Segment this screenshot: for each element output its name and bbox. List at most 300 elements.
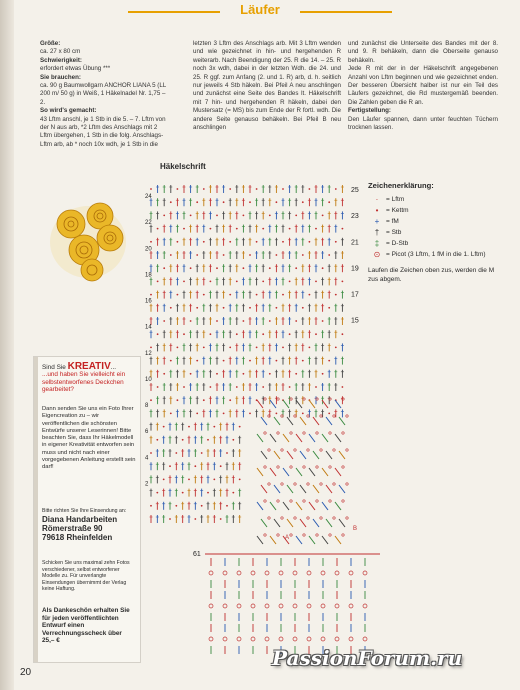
promo-body: Dann senden Sie uns ein Foto Ihrer Eigencreation zu – wir veröffentlichen die schönsten Entwürfe unserer Leserinnen! Bitte beachten Sie, dass Ihr Häkelmodell in eigener Kreativität entworfen sein muss und nicht nach einer vorgegebenen Anleitung erstellt sein darf! — [42, 406, 136, 471]
band-picot — [346, 483, 348, 485]
chain-dot — [232, 439, 234, 441]
chain-dot — [229, 188, 231, 190]
chain-dot — [203, 347, 205, 349]
chain-dot — [302, 307, 304, 309]
border-picot — [321, 604, 325, 608]
chain-dot — [249, 413, 251, 415]
band-picot — [294, 517, 296, 519]
band-picot — [333, 415, 335, 417]
band-stitch — [274, 519, 280, 527]
band-picot — [281, 449, 283, 451]
chain-dot — [243, 373, 245, 375]
border-picot — [307, 637, 311, 641]
chain-dot — [196, 307, 198, 309]
border-picot — [209, 604, 213, 608]
chain-dot — [302, 360, 304, 362]
band-stitch — [339, 519, 345, 527]
band-picot — [277, 466, 279, 468]
band-picot — [342, 534, 344, 536]
row-number-left: 22 — [145, 220, 152, 227]
band-stitch — [335, 434, 341, 442]
band-picot — [281, 517, 283, 519]
chain-dot — [226, 505, 228, 507]
chain-dot — [216, 320, 218, 322]
band-stitch — [261, 417, 267, 425]
band-picot — [316, 500, 318, 502]
band-stitch — [283, 434, 289, 442]
chain-dot — [196, 201, 198, 203]
chain-dot — [226, 452, 228, 454]
band-picot — [277, 432, 279, 434]
legend-item — [368, 216, 506, 227]
row-number-left: 24 — [145, 194, 152, 200]
finishing-heading: Fertigstellung: — [348, 107, 391, 115]
chain-dot — [328, 413, 330, 415]
kreativ-promo-box — [33, 356, 141, 663]
chain-dot — [322, 320, 324, 322]
chain-dot — [276, 201, 278, 203]
method-value: 43 Lftm anschl, je 1 Stb in die 5. – 7. Lftm von der N aus arb, *2 Lftm des Anschlags mit 2 Lftm übergehen, 1 Stb in die folg. Anschlags-Lftm arb, ab * noch 10x wdh, je 1 Stb in die — [40, 115, 166, 148]
legend-label: = Picot (3 Lftm, 1 fM in die 1. Lftm) — [386, 251, 486, 258]
chain-dot — [236, 333, 238, 335]
marker-a: A — [285, 535, 290, 541]
chain-dot — [188, 426, 190, 428]
band-picot — [329, 534, 331, 536]
row-number-right: 23 — [351, 213, 359, 221]
chain-dot — [276, 360, 278, 362]
chain-dot — [295, 215, 297, 217]
chain-dot — [216, 373, 218, 375]
chain-dot — [328, 360, 330, 362]
chain-dot — [282, 188, 284, 190]
band-stitch — [300, 485, 306, 493]
border-picot — [335, 604, 339, 608]
chain-dot — [207, 439, 209, 441]
band-stitch — [296, 434, 302, 442]
band-stitch — [339, 451, 345, 459]
chain-dot — [335, 294, 337, 296]
address-city: 79618 Rheinfelden — [42, 532, 113, 542]
band-picot — [290, 534, 292, 536]
band-picot — [264, 534, 266, 536]
border-picot — [293, 571, 297, 575]
band-stitch — [257, 536, 263, 544]
chain-dot — [156, 439, 158, 441]
legend-title: Zeichenerklärung: — [368, 181, 434, 190]
chain-dot — [157, 333, 159, 335]
band-stitch — [335, 536, 341, 544]
chain-dot — [203, 294, 205, 296]
chain-dot — [243, 267, 245, 269]
chain-dot — [157, 281, 159, 283]
band-picot — [277, 500, 279, 502]
finishing-value: Den Läufer spannen, dann unter feuchten Tüchern trocknen lassen. — [348, 115, 498, 132]
chain-dot — [213, 479, 215, 481]
border-picot — [363, 604, 367, 608]
band-picot — [268, 517, 270, 519]
band-picot — [303, 534, 305, 536]
row-number-right: 19 — [351, 265, 359, 273]
chain-dot — [213, 426, 215, 428]
chain-dot — [342, 228, 344, 230]
band-picot — [290, 466, 292, 468]
band-picot — [333, 483, 335, 485]
band-stitch — [339, 417, 345, 425]
chain-dot — [203, 399, 205, 401]
row-number-left: 6 — [145, 429, 149, 436]
method-heading: So wird's gemacht: — [40, 107, 97, 115]
chain-dot — [163, 267, 165, 269]
chain-dot — [302, 413, 304, 415]
band-picot — [268, 449, 270, 451]
band-picot — [307, 449, 309, 451]
chain-dot — [249, 254, 251, 256]
chain-dot — [183, 386, 185, 388]
chain-dot — [309, 241, 311, 243]
chain-dot — [177, 347, 179, 349]
band-stitch — [287, 451, 293, 459]
method-continued: letzten 3 Lftm des Anschlags arb. Mit 3 Lftm wenden und wie gezeichnet in hin- und hergehenden R weiterarb. Nach Beendigung der 25. R die 14. – 25. R noch 3x wdh, dabei in der letzten Wdh. die 24. und 25. R ggf. zum Anfang (2. und 1. R) arb, d. h. seitlich nur jeweils 4 Stb häkeln. Bei Pfeil A neu anschlingen und zunächst eine Seite des Bandes lt. Häkelschrift mit 7 hin- und hergehenden R häkeln, dabei den Mustersatz (= MS) bis zum Ende der R fortl. wdh. Die andere Seite genauso behäkeln. Bei Pfeil B neu anschlingen — [193, 40, 341, 132]
chain-dot — [150, 399, 152, 401]
band-stitch — [326, 485, 332, 493]
chain-dot — [256, 241, 258, 243]
band-picot — [316, 466, 318, 468]
band-stitch — [300, 519, 306, 527]
chain-dot — [150, 505, 152, 507]
band-stitch — [322, 536, 328, 544]
band-stitch — [309, 468, 315, 476]
chain-dot — [203, 188, 205, 190]
band-stitch — [313, 417, 319, 425]
instructions-column-3 — [348, 40, 498, 132]
difficulty-heading: Schwierigkeit: — [40, 56, 82, 64]
band-stitch — [274, 417, 280, 425]
page-title: Läufer — [240, 2, 280, 17]
band-stitch — [326, 417, 332, 425]
legend-note: Laufen die Zeichen oben zus, werden die M zus abgem. — [368, 267, 495, 283]
band-picot — [346, 449, 348, 451]
band-stitch — [326, 519, 332, 527]
chain-dot — [249, 307, 251, 309]
page-number: 20 — [20, 667, 32, 678]
legend-item — [368, 205, 506, 216]
band-stitch — [274, 451, 280, 459]
chain-dot — [282, 294, 284, 296]
chain-dot — [243, 320, 245, 322]
border-picot — [209, 637, 213, 641]
promo-headline — [42, 363, 136, 393]
border-picot — [349, 604, 353, 608]
chain-dot — [183, 333, 185, 335]
chain-dot — [188, 479, 190, 481]
border-picot — [363, 637, 367, 641]
band-stitch — [296, 468, 302, 476]
band-picot — [294, 483, 296, 485]
row-number-left: 12 — [145, 350, 152, 357]
band-picot — [342, 466, 344, 468]
crochet-chart — [145, 178, 363, 548]
border-picot — [335, 637, 339, 641]
method-continued-2: und zunächst die Unterseite des Bandes mit der 8. und 9. R behäkeln, dann die Oberseite genauso behäkeln. — [348, 40, 498, 64]
chain-dot — [223, 201, 225, 203]
band-picot — [307, 517, 309, 519]
chain-dot — [315, 333, 317, 335]
chain-dot — [269, 267, 271, 269]
chain-dot — [170, 201, 172, 203]
band-stitch — [313, 451, 319, 459]
chain-dot — [190, 267, 192, 269]
row-number-right: 25 — [351, 187, 359, 194]
chain-dot — [322, 373, 324, 375]
marker-b: B — [353, 526, 358, 532]
chain-dot — [163, 215, 165, 217]
band-stitch — [261, 451, 267, 459]
row-number-left: 10 — [145, 376, 152, 383]
chain-dot — [210, 386, 212, 388]
yellow-roses-image — [44, 192, 132, 288]
border-picot — [251, 637, 255, 641]
chain-dot — [156, 492, 158, 494]
chain-dot — [256, 188, 258, 190]
band-picot — [290, 432, 292, 434]
instructions-column-1 — [40, 40, 170, 149]
band-stitch — [322, 468, 328, 476]
border-picot — [265, 604, 269, 608]
chain-dot — [322, 215, 324, 217]
band-stitch — [322, 502, 328, 510]
band-picot — [320, 483, 322, 485]
border-picot — [293, 637, 297, 641]
chain-dot — [282, 347, 284, 349]
band-picot — [264, 432, 266, 434]
chain-dot — [302, 201, 304, 203]
chain-dot — [190, 373, 192, 375]
band-stitch — [300, 417, 306, 425]
band-picot — [268, 483, 270, 485]
chain-dot — [239, 479, 241, 481]
chain-dot — [232, 492, 234, 494]
band-stitch — [322, 434, 328, 442]
chain-dot — [229, 399, 231, 401]
band-picot — [346, 517, 348, 519]
watermark-logo: PassionForum.ru — [272, 646, 463, 670]
chain-dot — [249, 360, 251, 362]
border-picot — [223, 604, 227, 608]
chain-dot — [223, 413, 225, 415]
chain-dot — [163, 479, 165, 481]
chain-dot — [194, 465, 196, 467]
legend-symbol: · — [375, 195, 379, 204]
legend-symbol: † — [374, 228, 380, 237]
chain-dot — [177, 294, 179, 296]
band-picot — [342, 432, 344, 434]
row-number-left: 20 — [145, 246, 152, 253]
band-stitch — [270, 400, 276, 408]
band-stitch — [270, 502, 276, 510]
crochet-chart-grid — [145, 178, 363, 548]
chain-dot — [223, 307, 225, 309]
chain-dot — [276, 254, 278, 256]
chain-dot — [157, 228, 159, 230]
border-picot — [265, 637, 269, 641]
address-street: Römerstraße 90 — [42, 523, 103, 533]
border-picot — [251, 571, 255, 575]
chain-dot — [183, 228, 185, 230]
row-number-left: 2 — [145, 481, 149, 488]
chain-dot — [269, 215, 271, 217]
symbol-legend — [368, 181, 506, 284]
band-stitch — [339, 485, 345, 493]
chain-dot — [177, 399, 179, 401]
chain-dot — [276, 307, 278, 309]
promo-kreativ-word: KREATIV — [67, 361, 111, 372]
chain-dot — [229, 241, 231, 243]
border-picot — [223, 637, 227, 641]
materials-value: ca. 90 g Baumwollgarn ANCHOR LIANA 5 (LL 200 m/ 50 g) in Weiß, 1 Häkelnadel Nr. 1,75 – 2. — [40, 82, 166, 106]
band-picot — [329, 466, 331, 468]
band-stitch — [283, 400, 289, 408]
address-name: Diana Handarbeiten — [42, 514, 118, 524]
band-picot — [277, 534, 279, 536]
promo-subquestion: ...und haben Sie vielleicht ein selbstentworfenes Deckchen gearbeitet? — [42, 371, 126, 393]
chain-dot — [207, 492, 209, 494]
border-picot — [279, 571, 283, 575]
promo-thanks: Als Dankeschön erhalten Sie für jeden veröffentlichten Entwurf einen Verrechnungsscheck über 25,– € — [42, 607, 130, 645]
chain-dot — [328, 201, 330, 203]
chain-dot — [342, 386, 344, 388]
band-stitch — [287, 485, 293, 493]
chain-dot — [203, 241, 205, 243]
chain-dot — [295, 320, 297, 322]
chain-dot — [163, 426, 165, 428]
chain-dot — [201, 505, 203, 507]
band-picot — [342, 500, 344, 502]
chain-dot — [256, 294, 258, 296]
row-number-left: 14 — [145, 324, 152, 331]
row-number-left: 8 — [145, 403, 149, 410]
chain-dot — [216, 267, 218, 269]
chain-dot — [194, 518, 196, 520]
border-picot — [209, 571, 213, 575]
chain-dot — [150, 452, 152, 454]
chain-dot — [335, 347, 337, 349]
row-number-left: 18 — [145, 272, 152, 279]
legend-symbol: • — [375, 206, 379, 215]
band-stitch — [335, 502, 341, 510]
band-stitch — [309, 502, 315, 510]
legend-label: = Kettm — [386, 207, 409, 214]
band-picot — [303, 432, 305, 434]
legend-items — [368, 194, 506, 260]
border-picot — [349, 637, 353, 641]
band-stitch — [313, 485, 319, 493]
band-stitch — [335, 468, 341, 476]
band-picot — [316, 432, 318, 434]
band-stitch — [257, 502, 263, 510]
chain-dot — [322, 267, 324, 269]
instructions-column-2 — [193, 40, 341, 132]
border-picot — [279, 604, 283, 608]
band-picot — [264, 466, 266, 468]
legend-label: = fM — [386, 218, 399, 225]
chain-dot — [175, 505, 177, 507]
chain-dot — [256, 347, 258, 349]
chain-dot — [229, 347, 231, 349]
page-spine — [0, 0, 14, 690]
legend-label: = D-Stb — [386, 240, 409, 247]
chain-dot — [223, 254, 225, 256]
chain-dot — [309, 294, 311, 296]
roses-illustration — [44, 192, 132, 288]
row-number-left: 16 — [145, 298, 152, 305]
chain-dot — [262, 386, 264, 388]
chain-dot — [170, 254, 172, 256]
band-stitch — [270, 468, 276, 476]
border-picot — [293, 604, 297, 608]
band-picot — [329, 500, 331, 502]
border-picot — [307, 604, 311, 608]
chain-dot — [220, 518, 222, 520]
chain-dot — [163, 373, 165, 375]
border-picot — [265, 571, 269, 575]
chain-dot — [196, 254, 198, 256]
band-stitch — [309, 536, 315, 544]
chain-dot — [150, 241, 152, 243]
header-rule-right — [300, 11, 392, 13]
legend-item — [368, 227, 506, 238]
band-stitch — [270, 536, 276, 544]
border-picot — [223, 571, 227, 575]
chain-dot — [150, 347, 152, 349]
band-stitch — [270, 434, 276, 442]
chain-dot — [210, 333, 212, 335]
chain-dot — [170, 413, 172, 415]
chain-dot — [150, 188, 152, 190]
band-picot — [303, 466, 305, 468]
band-picot — [290, 500, 292, 502]
legend-item — [368, 194, 506, 205]
chain-dot — [302, 254, 304, 256]
chart-title: Häkelschrift — [160, 162, 206, 171]
band-picot — [264, 500, 266, 502]
band-picot — [333, 517, 335, 519]
band-picot — [320, 415, 322, 417]
band-picot — [281, 483, 283, 485]
band-stitch — [296, 536, 302, 544]
chain-dot — [276, 413, 278, 415]
band-stitch — [326, 451, 332, 459]
chain-dot — [295, 373, 297, 375]
chain-dot — [190, 320, 192, 322]
row-number-left: 4 — [145, 455, 149, 462]
chain-dot — [201, 452, 203, 454]
border-picot — [251, 604, 255, 608]
legend-symbol: + — [374, 217, 380, 226]
chain-dot — [309, 347, 311, 349]
band-picot — [329, 432, 331, 434]
band-stitch — [287, 519, 293, 527]
chain-dot — [335, 241, 337, 243]
band-picot — [346, 415, 348, 417]
chain-dot — [169, 518, 171, 520]
chain-dot — [216, 215, 218, 217]
page-header — [110, 0, 410, 24]
materials-heading: Sie brauchen: — [40, 73, 81, 81]
chain-dot — [249, 201, 251, 203]
band-stitch — [296, 400, 302, 408]
chain-dot — [289, 386, 291, 388]
chain-dot — [342, 333, 344, 335]
